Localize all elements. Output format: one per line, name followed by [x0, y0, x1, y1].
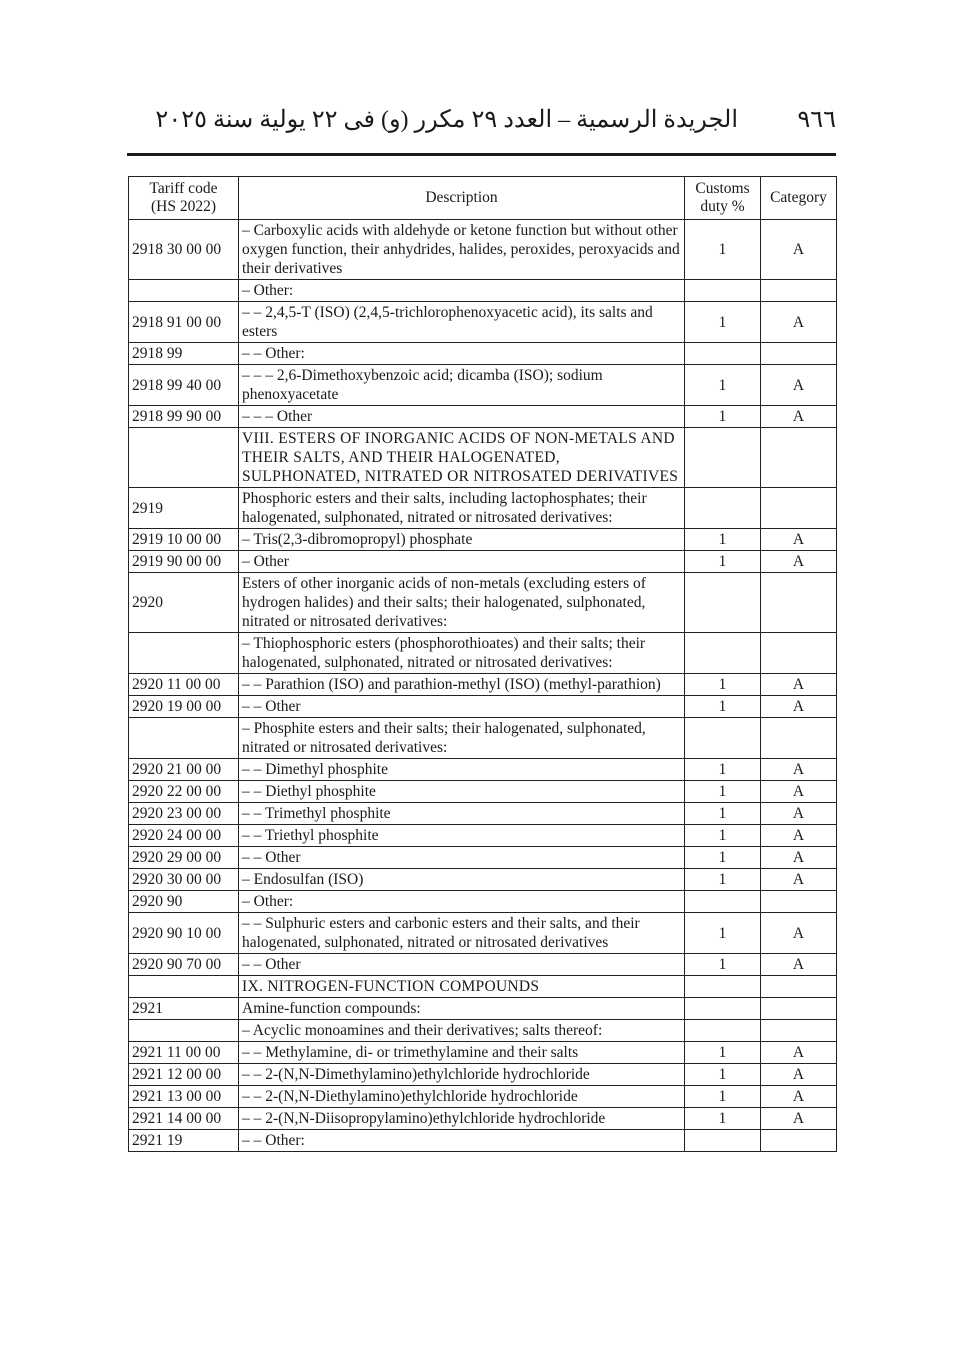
customs-duty-cell: 1: [685, 406, 761, 428]
tariff-code-cell: 2920 90 10 00: [129, 913, 239, 954]
tariff-code-cell: 2920 19 00 00: [129, 696, 239, 718]
customs-duty-cell: [685, 1130, 761, 1152]
customs-duty-cell: 1: [685, 1064, 761, 1086]
category-cell: A: [761, 1042, 837, 1064]
header-rule: [127, 153, 836, 156]
tariff-code-cell: [129, 428, 239, 488]
description-cell: – Acyclic monoamines and their derivatives; salts thereof:: [239, 1020, 685, 1042]
category-cell: A: [761, 759, 837, 781]
table-row: [129, 488, 837, 529]
description-cell: – Other:: [239, 891, 685, 913]
table-row: [129, 529, 837, 551]
customs-duty-cell: 1: [685, 847, 761, 869]
category-cell: [761, 573, 837, 633]
category-cell: A: [761, 529, 837, 551]
header-description: Description: [239, 177, 685, 220]
category-cell: [761, 428, 837, 488]
header-customs-duty: Customs duty %: [685, 177, 761, 220]
description-cell: – – Diethyl phosphite: [239, 781, 685, 803]
table-row: [129, 1086, 837, 1108]
tariff-code-cell: 2919 90 00 00: [129, 551, 239, 573]
table-row: [129, 847, 837, 869]
tariff-code-cell: [129, 633, 239, 674]
description-cell: – – Trimethyl phosphite: [239, 803, 685, 825]
category-cell: A: [761, 365, 837, 406]
category-cell: A: [761, 913, 837, 954]
table-row: [129, 1130, 837, 1152]
table-row: [129, 343, 837, 365]
tariff-code-cell: [129, 280, 239, 302]
table-row: [129, 365, 837, 406]
table-row: [129, 280, 837, 302]
customs-duty-cell: [685, 718, 761, 759]
category-cell: [761, 718, 837, 759]
description-cell: – Other: [239, 551, 685, 573]
tariff-code-cell: 2918 99: [129, 343, 239, 365]
category-cell: A: [761, 781, 837, 803]
table-header-row: [129, 177, 837, 220]
table-row: [129, 220, 837, 280]
tariff-code-cell: 2920 23 00 00: [129, 803, 239, 825]
customs-duty-cell: 1: [685, 302, 761, 343]
customs-duty-cell: [685, 633, 761, 674]
tariff-code-cell: 2918 30 00 00: [129, 220, 239, 280]
category-cell: [761, 343, 837, 365]
category-cell: [761, 998, 837, 1020]
description-cell: – Other:: [239, 280, 685, 302]
table-row: [129, 633, 837, 674]
customs-duty-cell: [685, 891, 761, 913]
category-cell: A: [761, 220, 837, 280]
tariff-code-cell: 2918 99 90 00: [129, 406, 239, 428]
description-cell: – – – Other: [239, 406, 685, 428]
table-row: [129, 1064, 837, 1086]
category-cell: A: [761, 674, 837, 696]
tariff-code-cell: 2921 14 00 00: [129, 1108, 239, 1130]
table-row: [129, 718, 837, 759]
description-cell: – – 2-(N,N-Dimethylamino)ethylchloride hydrochloride: [239, 1064, 685, 1086]
description-cell: Amine-function compounds:: [239, 998, 685, 1020]
description-cell: – – 2-(N,N-Diethylamino)ethylchloride hydrochloride: [239, 1086, 685, 1108]
customs-duty-cell: [685, 488, 761, 529]
tariff-code-cell: 2921: [129, 998, 239, 1020]
customs-duty-cell: [685, 428, 761, 488]
table-row: [129, 998, 837, 1020]
customs-duty-cell: [685, 976, 761, 998]
customs-duty-cell: 1: [685, 696, 761, 718]
description-cell: VIII. ESTERS OF INORGANIC ACIDS OF NON-METALS AND THEIR SALTS, AND THEIR HALOGENATED, SULPHONATED, NITRATED OR NITROSATED DERIVATIVES: [239, 428, 685, 488]
tariff-code-cell: 2921 11 00 00: [129, 1042, 239, 1064]
description-cell: – – Methylamine, di- or trimethylamine and their salts: [239, 1042, 685, 1064]
customs-duty-cell: 1: [685, 1042, 761, 1064]
description-cell: IX. NITROGEN-FUNCTION COMPOUNDS: [239, 976, 685, 998]
tariff-code-cell: 2921 13 00 00: [129, 1086, 239, 1108]
category-cell: [761, 1020, 837, 1042]
customs-duty-cell: 1: [685, 220, 761, 280]
category-cell: A: [761, 551, 837, 573]
description-cell: – – Other: [239, 696, 685, 718]
tariff-code-cell: 2920 24 00 00: [129, 825, 239, 847]
tariff-code-cell: [129, 1020, 239, 1042]
customs-duty-cell: 1: [685, 365, 761, 406]
tariff-code-cell: 2920 11 00 00: [129, 674, 239, 696]
table-row: [129, 1108, 837, 1130]
customs-duty-cell: 1: [685, 1086, 761, 1108]
gazette-title: الجريدة الرسمية – العدد ٢٩ مكرر (و) فى ٢٢ يولية سنة ٢٠٢٥: [155, 107, 738, 133]
category-cell: A: [761, 1086, 837, 1108]
tariff-code-cell: 2920 22 00 00: [129, 781, 239, 803]
category-cell: A: [761, 825, 837, 847]
table-row: [129, 551, 837, 573]
description-cell: – – Dimethyl phosphite: [239, 759, 685, 781]
table-row: [129, 803, 837, 825]
category-cell: A: [761, 1108, 837, 1130]
tariff-code-cell: 2920: [129, 573, 239, 633]
page-header: [127, 103, 836, 143]
description-cell: – Endosulfan (ISO): [239, 869, 685, 891]
customs-duty-cell: [685, 1020, 761, 1042]
customs-duty-cell: [685, 280, 761, 302]
tariff-code-cell: 2920 29 00 00: [129, 847, 239, 869]
category-cell: [761, 1130, 837, 1152]
tariff-table: [128, 176, 837, 1152]
table-row: [129, 825, 837, 847]
category-cell: [761, 891, 837, 913]
description-cell: – – 2-(N,N-Diisopropylamino)ethylchloride hydrochloride: [239, 1108, 685, 1130]
table-row: [129, 573, 837, 633]
category-cell: [761, 633, 837, 674]
table-row: [129, 869, 837, 891]
table-row: [129, 428, 837, 488]
description-cell: Phosphoric esters and their salts, including lactophosphates; their halogenated, sulphonated, nitrated or nitrosated derivatives:: [239, 488, 685, 529]
customs-duty-cell: 1: [685, 954, 761, 976]
tariff-code-cell: 2920 90 70 00: [129, 954, 239, 976]
category-cell: A: [761, 302, 837, 343]
tariff-code-cell: 2920 30 00 00: [129, 869, 239, 891]
customs-duty-cell: 1: [685, 759, 761, 781]
customs-duty-cell: 1: [685, 674, 761, 696]
customs-duty-cell: 1: [685, 825, 761, 847]
description-cell: – Tris(2,3-dibromopropyl) phosphate: [239, 529, 685, 551]
category-cell: A: [761, 869, 837, 891]
category-cell: [761, 976, 837, 998]
customs-duty-cell: 1: [685, 869, 761, 891]
description-cell: – – Other: [239, 954, 685, 976]
description-cell: – – – 2,6-Dimethoxybenzoic acid; dicamba (ISO); sodium phenoxyacetate: [239, 365, 685, 406]
category-cell: A: [761, 406, 837, 428]
description-cell: – Carboxylic acids with aldehyde or ketone function but without other oxygen function, their anhydrides, halides, peroxides, peroxyacids and their derivatives: [239, 220, 685, 280]
description-cell: – – Other: [239, 847, 685, 869]
table-row: [129, 674, 837, 696]
tariff-code-cell: [129, 718, 239, 759]
page-number: ٩٦٦: [797, 107, 836, 133]
tariff-code-cell: 2920 21 00 00: [129, 759, 239, 781]
tariff-code-cell: 2920 90: [129, 891, 239, 913]
customs-duty-cell: 1: [685, 551, 761, 573]
table-row: [129, 1042, 837, 1064]
customs-duty-cell: [685, 573, 761, 633]
table-row: [129, 976, 837, 998]
header-category: Category: [761, 177, 837, 220]
tariff-code-cell: 2921 19: [129, 1130, 239, 1152]
category-cell: [761, 488, 837, 529]
tariff-code-cell: 2918 99 40 00: [129, 365, 239, 406]
customs-duty-cell: 1: [685, 913, 761, 954]
table-row: [129, 781, 837, 803]
table-row: [129, 913, 837, 954]
category-cell: A: [761, 847, 837, 869]
customs-duty-cell: [685, 343, 761, 365]
category-cell: [761, 280, 837, 302]
description-cell: – – 2,4,5-T (ISO) (2,4,5-trichlorophenoxyacetic acid), its salts and esters: [239, 302, 685, 343]
description-cell: – – Other:: [239, 343, 685, 365]
description-cell: – – Sulphuric esters and carbonic esters and their salts, and their halogenated, sulphonated, nitrated or nitrosated derivatives: [239, 913, 685, 954]
category-cell: A: [761, 954, 837, 976]
customs-duty-cell: 1: [685, 1108, 761, 1130]
tariff-code-cell: 2918 91 00 00: [129, 302, 239, 343]
tariff-body: [129, 220, 837, 1152]
table-row: [129, 891, 837, 913]
tariff-code-cell: 2919: [129, 488, 239, 529]
customs-duty-cell: 1: [685, 781, 761, 803]
table-row: [129, 759, 837, 781]
tariff-code-cell: 2919 10 00 00: [129, 529, 239, 551]
description-cell: Esters of other inorganic acids of non-metals (excluding esters of hydrogen halides) and their salts; their halogenated, sulphonated, nitrated or nitrosated derivatives:: [239, 573, 685, 633]
category-cell: A: [761, 803, 837, 825]
description-cell: – Thiophosphoric esters (phosphorothioates) and their salts; their halogenated, sulphonated, nitrated or nitrosated derivatives:: [239, 633, 685, 674]
customs-duty-cell: 1: [685, 529, 761, 551]
tariff-code-cell: 2921 12 00 00: [129, 1064, 239, 1086]
table-row: [129, 406, 837, 428]
customs-duty-cell: 1: [685, 803, 761, 825]
customs-duty-cell: [685, 998, 761, 1020]
description-cell: – – Other:: [239, 1130, 685, 1152]
table-row: [129, 696, 837, 718]
table-row: [129, 954, 837, 976]
category-cell: A: [761, 696, 837, 718]
tariff-code-cell: [129, 976, 239, 998]
description-cell: – – Triethyl phosphite: [239, 825, 685, 847]
table-row: [129, 1020, 837, 1042]
description-cell: – Phosphite esters and their salts; their halogenated, sulphonated, nitrated or nitrosated derivatives:: [239, 718, 685, 759]
table-row: [129, 302, 837, 343]
category-cell: A: [761, 1064, 837, 1086]
header-tariff-code: Tariff code (HS 2022): [129, 177, 239, 220]
description-cell: – – Parathion (ISO) and parathion-methyl (ISO) (methyl-parathion): [239, 674, 685, 696]
